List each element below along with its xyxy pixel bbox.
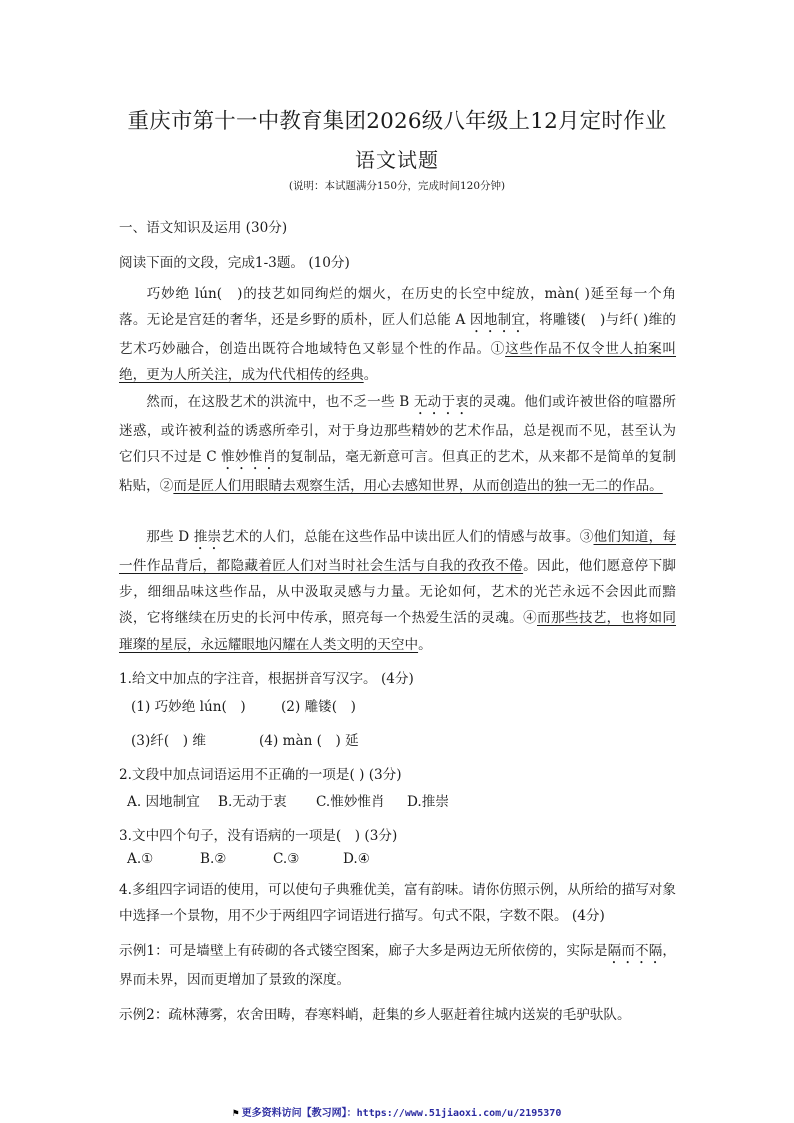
question-3: 3.文中四个句子，没有语病的一项是( ) (3分)	[119, 828, 398, 844]
p1-text-b: ，将雕镂( )与纤( )维的艺术巧妙融合，创造出既符合地域特色又彰显个性的作品。①	[119, 312, 677, 358]
q2-option-b: B.无动于衷	[218, 794, 287, 810]
p2-text-a: 然而，在这股艺术的洪流中，也不乏一些 B	[146, 394, 414, 410]
p1-text-c: 。	[363, 367, 378, 384]
dotted-word-d: 推崇	[193, 529, 222, 545]
dotted-word-a: 因地制宜	[469, 312, 526, 329]
exam-subtitle: 语文试题	[355, 148, 439, 172]
underlined-sentence-2: 而是匠人们用眼睛去观察生活，用心去感知世界，从而创造出的独一无二的作品。	[173, 478, 663, 495]
q2-option-a: A. 因地制宜	[127, 794, 200, 810]
p3-text-b: 艺术的人们，总能在这些作品中读出匠人们的情感与故事。③	[221, 529, 594, 545]
q1-item-2: (2) 雕镂( )	[281, 699, 356, 715]
p3-text-c: 。因此，他们愿意停下脚步，细细品味这些作品，从中汲取灵感与力量。无论如何，艺术的光芒永远不会因此而黯淡，它将继续在历史的长河中传承，照亮每一个热爱生活的灵魂。④	[119, 558, 677, 627]
passage-paragraph-2	[119, 389, 676, 499]
example-1	[119, 938, 676, 993]
dotted-word-b: 无动于衷	[413, 394, 470, 410]
p3-text-a: 那些 D	[146, 529, 194, 545]
passage-paragraph-3	[119, 524, 676, 658]
passage-paragraph-1	[119, 281, 676, 389]
q2-option-c: C.惟妙惟肖	[316, 794, 385, 810]
q3-option-a: A.①	[127, 851, 154, 867]
q3-option-b: B.②	[200, 851, 227, 867]
example-1-text-b: ，界而未界，因而更增加了景致的深度。	[119, 943, 676, 988]
footer-link[interactable]	[0, 1104, 794, 1119]
footer-text[interactable]: 更多资料访问【教习网】：https://www.51jiaoxi.com/u/2195370	[241, 1108, 562, 1119]
question-1: 1.给文中加点的字注音，根据拼音写汉字。 (4分)	[119, 671, 414, 687]
example-1-text-a: 示例1：可是墙壁上有砖砌的各式镂空图案，廊子大多是两边无所依傍的，实际是	[119, 943, 608, 959]
flag-icon: ⚑	[232, 1108, 239, 1119]
q3-option-d: D.④	[343, 851, 370, 867]
reading-instruction: 阅读下面的文段，完成1-3题。 (10分)	[119, 255, 350, 271]
p1-text-a: 巧妙绝 lún( )的技艺如同绚烂的烟火，在历史的长空中绽放，màn( )延至每一个角落。无论是宫廷的奢华，还是乡野的质朴，匠人们总能 A	[119, 286, 676, 329]
p3-text-d: 。	[418, 636, 432, 653]
q1-item-4: (4) màn ( ) 延	[259, 733, 359, 749]
dotted-word-c: 惟妙惟肖	[221, 449, 277, 466]
exam-note: (说明：本试题满分150分，完成时间120分钟)	[288, 180, 506, 192]
underlined-sentence-1: 这些作品不仅令世人拍案叫绝，更为人所关注，成为代代相传的经典	[119, 341, 677, 384]
q1-item-3: (3)纤( ) 维	[131, 733, 206, 749]
q1-item-1: (1) 巧妙绝 lún( )	[131, 699, 246, 715]
underlined-sentence-3: 他们知道，每一件作品背后，都隐藏着匠人们对当时社会生活与自我的孜孜不倦	[119, 529, 677, 574]
example-2: 示例2：疏林薄雾，农舍田畴，春寒料峭，赶集的乡人驱赶着往城内送炭的毛驴驮队。	[119, 1007, 631, 1023]
underlined-sentence-4: 而那些技艺，也将如同璀璨的星辰，永远耀眼地闪耀在人类文明的天空中	[119, 610, 677, 653]
q3-option-c: C.③	[273, 851, 300, 867]
dotted-phrase: 隔而不隔	[607, 943, 663, 959]
question-4: 4.多组四字词语的使用，可以使句子典雅优美，富有韵味。请你仿照示例，从所给的描写对象中选择一个景物，用不少于两组四字词语进行描写。句式不限，字数不限。 (4分)	[119, 882, 676, 925]
exam-title: 重庆市第十一中教育集团2026级八年级上12月定时作业	[127, 109, 667, 134]
q2-option-d: D.推崇	[407, 794, 449, 810]
section-heading: 一、语文知识及运用 (30分)	[119, 220, 288, 236]
question-2: 2.文段中加点词语运用不正确的一项是( ) (3分)	[119, 767, 402, 783]
p2-text-c: 的复制品，毫无新意可言。但真正的艺术，从来都不是简单的复制粘贴，②	[119, 449, 677, 495]
p2-text-b: 的灵魂。他们或许被世俗的喧嚣所迷惑，或许被利益的诱惑所牵引，对于身边那些精妙的艺术作品，总是视而不见，甚至认为它们只不过是 C	[119, 394, 677, 466]
